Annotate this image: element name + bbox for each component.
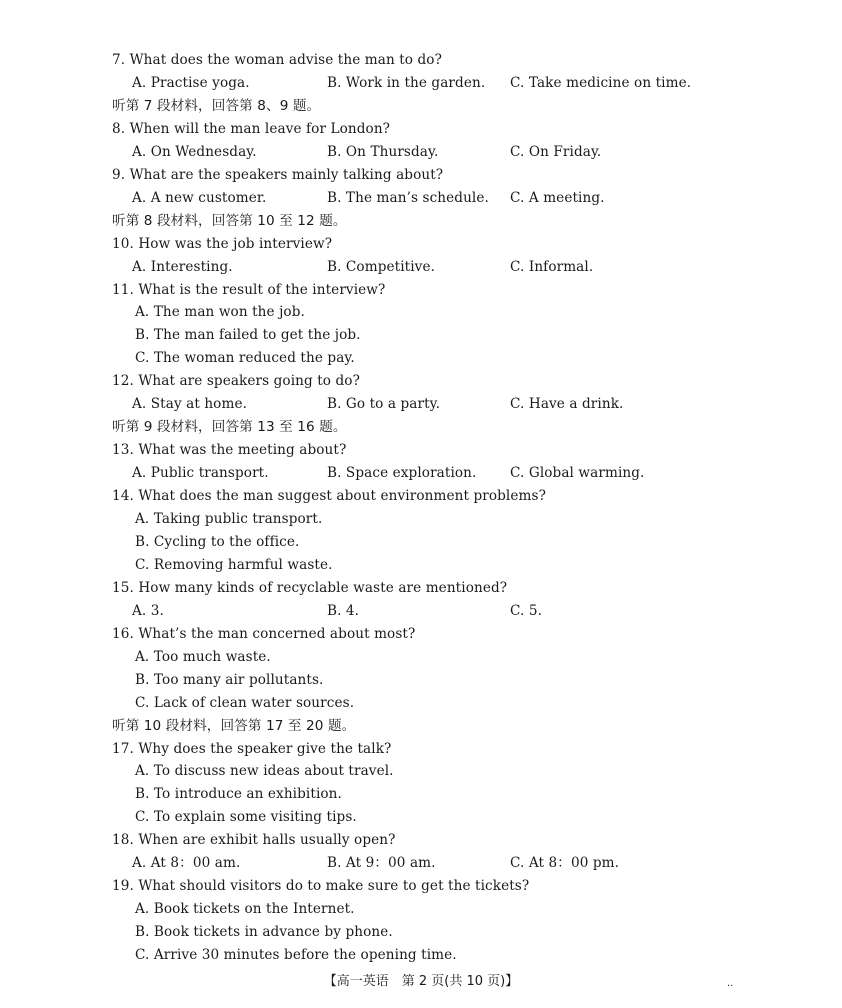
option-c: C. Have a drink.	[510, 396, 624, 412]
option-a: A. Public transport.	[132, 465, 269, 481]
question: 12. What are speakers going to do?	[112, 373, 360, 389]
question: 7. What does the woman advise the man to do?	[112, 52, 442, 68]
option: A. To discuss new ideas about travel.	[135, 763, 394, 779]
option-b: B. Competitive.	[327, 259, 436, 275]
section-instruction: 听第 10 段材料，回答第 17 至 20 题。	[112, 718, 356, 734]
option: A. Too much waste.	[135, 649, 271, 665]
option-c: C. A meeting.	[510, 190, 605, 206]
option-a: A. Interesting.	[132, 259, 233, 275]
option-b: B. At 9：00 am.	[327, 855, 436, 871]
option: B. The man failed to get the job.	[135, 327, 361, 343]
option-a: A. A new customer.	[132, 190, 267, 206]
question: 13. What was the meeting about?	[112, 442, 347, 458]
section-instruction: 听第 9 段材料，回答第 13 至 16 题。	[112, 419, 347, 435]
option-c: C. At 8：00 pm.	[510, 855, 620, 871]
option-a: A. Practise yoga.	[132, 75, 250, 91]
option-b: B. Work in the garden.	[327, 75, 486, 91]
option: A. Taking public transport.	[135, 511, 323, 527]
question: 14. What does the man suggest about environment problems?	[112, 488, 546, 504]
option: C. To explain some visiting tips.	[135, 809, 357, 825]
question: 18. When are exhibit halls usually open?	[112, 832, 396, 848]
question: 8. When will the man leave for London?	[112, 121, 391, 137]
question: 17. Why does the speaker give the talk?	[112, 741, 392, 757]
option: B. Cycling to the office.	[135, 534, 300, 550]
section-instruction: 听第 8 段材料，回答第 10 至 12 题。	[112, 213, 347, 229]
options-row	[0, 258, 842, 276]
question: 11. What is the result of the interview?	[112, 282, 386, 298]
options-row	[0, 74, 842, 92]
option-b: B. 4.	[327, 603, 360, 619]
page-footer: 【高一英语 第 2 页(共 10 页)】	[323, 974, 519, 989]
option: C. Removing harmful waste.	[135, 557, 333, 573]
options-row	[0, 602, 842, 620]
options-row	[0, 464, 842, 482]
option-c: C. On Friday.	[510, 144, 602, 160]
options-row	[0, 189, 842, 207]
option-b: B. Space exploration.	[327, 465, 477, 481]
corner-mark: ..	[727, 978, 734, 989]
option: A. Book tickets on the Internet.	[135, 901, 355, 917]
option-c: C. Informal.	[510, 259, 594, 275]
section-instruction: 听第 7 段材料，回答第 8、9 题。	[112, 98, 321, 114]
options-row	[0, 854, 842, 872]
option: B. To introduce an exhibition.	[135, 786, 342, 802]
options-row	[0, 395, 842, 413]
option-a: A. 3.	[132, 603, 164, 619]
question: 15. How many kinds of recyclable waste are mentioned?	[112, 580, 508, 596]
option-c: C. Take medicine on time.	[510, 75, 692, 91]
option: B. Too many air pollutants.	[135, 672, 324, 688]
question: 19. What should visitors do to make sure to get the tickets?	[112, 878, 530, 894]
option-c: C. 5.	[510, 603, 543, 619]
question: 9. What are the speakers mainly talking about?	[112, 167, 444, 183]
option-a: A. On Wednesday.	[132, 144, 257, 160]
option: C. Lack of clean water sources.	[135, 695, 355, 711]
option: B. Book tickets in advance by phone.	[135, 924, 393, 940]
option-b: B. Go to a party.	[327, 396, 441, 412]
options-row	[0, 143, 842, 161]
question: 10. How was the job interview?	[112, 236, 333, 252]
option: A. The man won the job.	[135, 304, 305, 320]
option-a: A. Stay at home.	[132, 396, 248, 412]
option: C. Arrive 30 minutes before the opening time.	[135, 947, 457, 963]
question: 16. What’s the man concerned about most?	[112, 626, 416, 642]
option-a: A. At 8：00 am.	[132, 855, 241, 871]
option-b: B. The man’s schedule.	[327, 190, 489, 206]
option: C. The woman reduced the pay.	[135, 350, 355, 366]
option-c: C. Global warming.	[510, 465, 645, 481]
option-b: B. On Thursday.	[327, 144, 439, 160]
